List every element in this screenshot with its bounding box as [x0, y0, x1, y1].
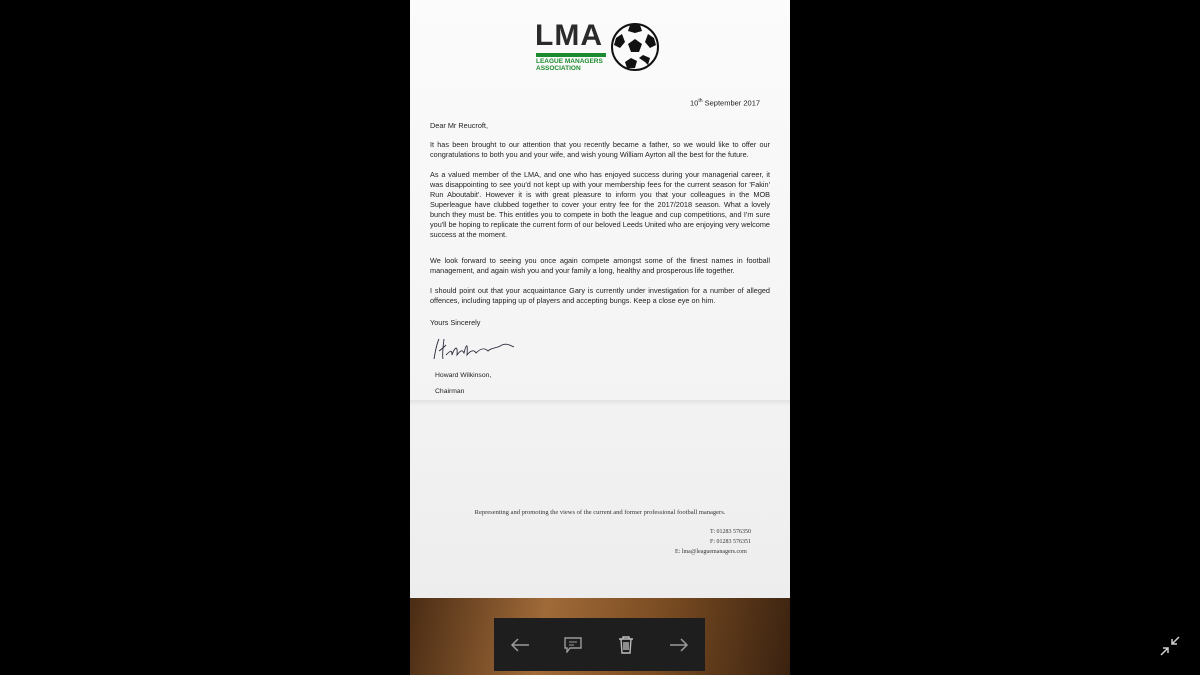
- paragraph-4: I should point out that your acquaintance Gary is currently under investigation for a number of alleged offences, including tapping up of players and accepting bungs. Keep a close eye on him.: [430, 286, 770, 305]
- letter-footer: Representing and promoting the views of the current and former professional football managers.: [474, 509, 726, 516]
- logo-bar: [536, 53, 606, 57]
- letter-paper: [410, 0, 790, 598]
- trash-icon: [618, 636, 634, 654]
- letter-date: 10th September 2017: [690, 98, 761, 108]
- delete-button[interactable]: [606, 625, 646, 665]
- paper-fold: [410, 400, 790, 406]
- signer-role: Chairman: [435, 388, 465, 395]
- paragraph-1: It has been brought to our attention that you recently became a father, so we would like to offer our congratulations to both you and your wife, and wish young William Ayrton all the best for the future.: [430, 140, 770, 159]
- comment-button[interactable]: [553, 625, 593, 665]
- contact-phone: T: 01283 576350: [710, 529, 752, 535]
- signer-name: Howard Wilkinson,: [435, 372, 492, 379]
- exit-fullscreen-button[interactable]: [1158, 634, 1182, 658]
- next-button[interactable]: [659, 625, 699, 665]
- photo: [410, 0, 790, 675]
- football-icon: [610, 22, 660, 72]
- salutation: Dear Mr Reucroft,: [430, 121, 488, 130]
- paragraph-2: As a valued member of the LMA, and one who has enjoyed success during your managerial career, it was disappointing to see you'd not kept up with your membership fees for the current season for 'Fakin' Run Aboutabit'. However it is with great pleasure to inform you that your colleagues in the MOB Superleague have clubbed together to cover your entry fee for the 2017/2018 season. What a lovely bunch they must be. This entitles you to compete in both the league and cup competitions, and I'm sure you'll be hoping to replicate the current form of our beloved Leeds United who are enjoying very welcome success at the moment.: [430, 170, 770, 239]
- logo-subtitle-line1: LEAGUE MANAGERS: [536, 58, 603, 65]
- closing: Yours Sincerely: [430, 318, 481, 327]
- previous-button[interactable]: [500, 625, 540, 665]
- logo-subtitle: [536, 58, 616, 72]
- comment-icon: [564, 637, 582, 653]
- collapse-icon: [1160, 636, 1180, 656]
- paragraph-3: We look forward to seeing you once again compete amongst some of the finest names in football management, and again wish you and your family a long, healthy and prosperous life together.: [430, 256, 770, 275]
- logo-text: LMA: [535, 19, 603, 52]
- arrow-left-icon: [510, 638, 530, 652]
- signature: [430, 333, 520, 365]
- viewer-toolbar: [494, 618, 705, 671]
- arrow-right-icon: [669, 638, 689, 652]
- logo-subtitle-line2: ASSOCIATION: [536, 65, 581, 72]
- contact-fax: F: 01283 576351: [710, 539, 752, 545]
- contact-email: E: lma@leaguemanagers.com: [675, 549, 747, 555]
